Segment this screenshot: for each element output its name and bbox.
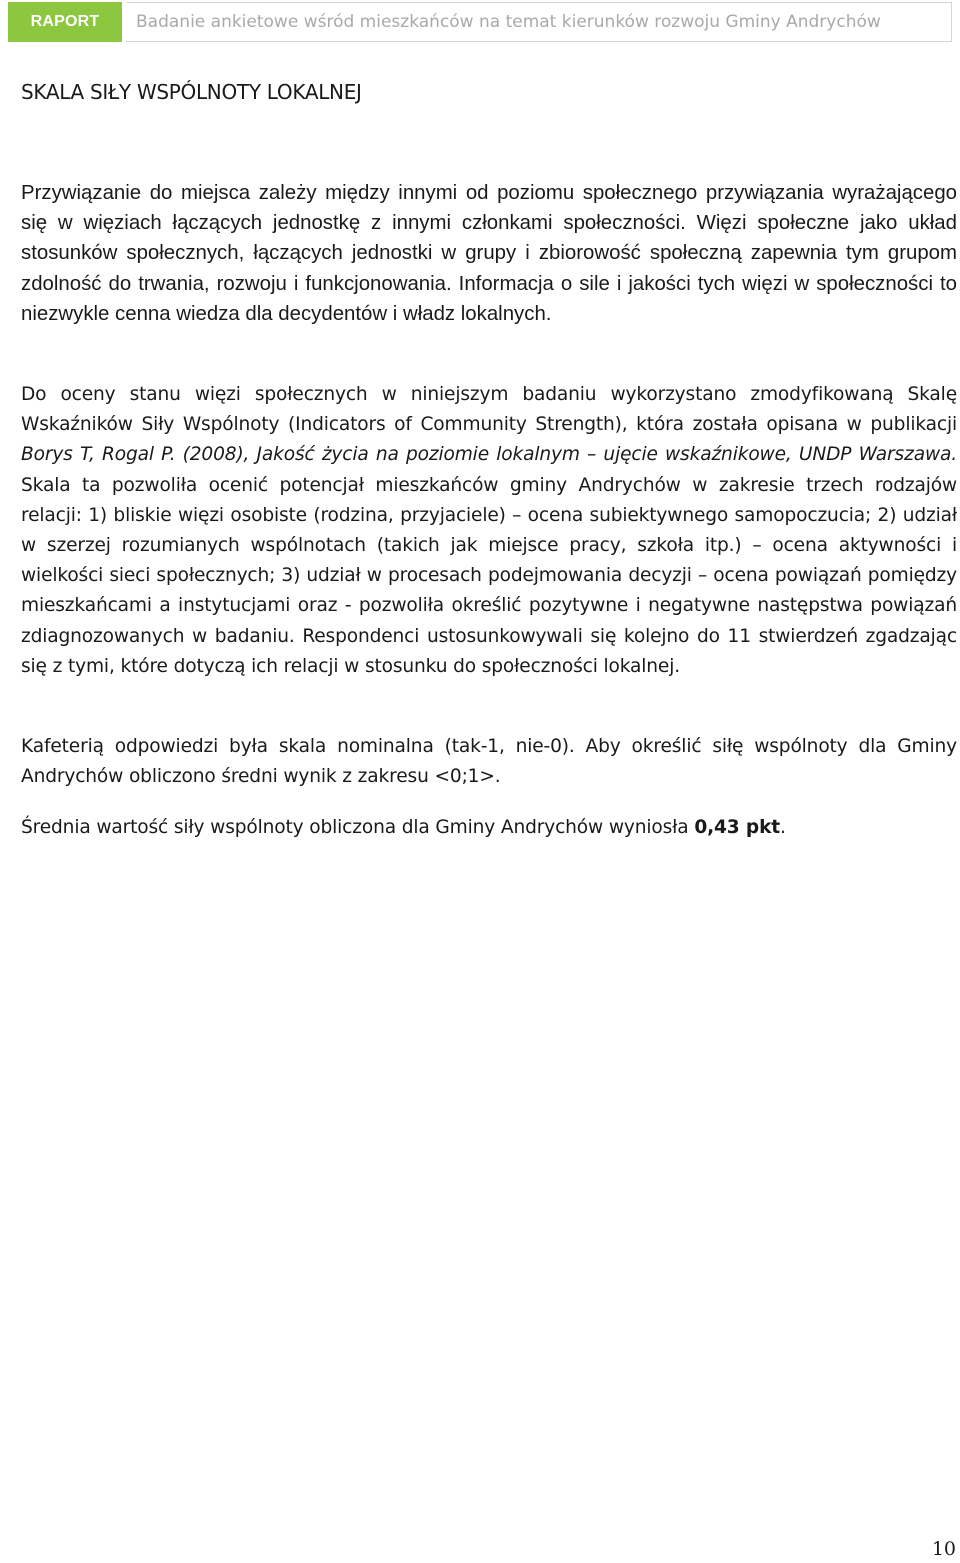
paragraph-method bbox=[21, 380, 957, 682]
paragraph-method-text-2: Skala ta pozwoliła ocenić potencjał mieszkańców gminy Andrychów w zakresie trzech rodzajów relacji: 1) bliskie więzi osobiste (rodzina, przyjaciele) – ocena subiektywnego samopoczucia; 2) udział w szerzej rozumianych wspólnotach (takich jak miejsce pracy, szkoła itp.) – ocena aktywności i wielkości sieci społecznych; 3) udział w procesach podejmowania decyzji – ocena powiązań pomiędzy mieszkańcami a instytucjami oraz - pozwoliła określić pozytywne i negatywne następstwa powiązań zdiagnozowanych w badaniu. Respondenci ustosunkowywali się kolejno do 11 stwierdzeń zgadzając się z tymi, które dotyczą ich relacji w stosunku do społeczności lokalnej. bbox=[21, 474, 957, 677]
report-badge: RAPORT bbox=[8, 2, 122, 42]
paragraph-intro: Przywiązanie do miejsca zależy między innymi od poziomu społecznego przywiązania wyrażającego się w więziach łączących jednostkę z innymi członkami społeczności. Więzi społeczne jako układ stosunków społecznych, łączących jednostki w grupy i zbiorowość społeczną zapewnia tym grupom zdolność do trwania, rozwoju i funkcjonowania. Informacja o sile i jakości tych więzi w społeczności to niezwykle cenna wiedza dla decydentów i władz lokalnych. bbox=[21, 182, 957, 325]
result-value: 0,43 pkt bbox=[694, 817, 781, 838]
paragraph-result-text: Średnia wartość siły wspólnoty obliczona dla Gminy Andrychów wyniosła bbox=[21, 817, 695, 838]
paragraph-result-end: . bbox=[780, 817, 786, 838]
paragraph-method-citation: Borys T, Rogal P. (2008), Jakość życia na poziomie lokalnym – ujęcie wskaźnikowe, UNDP Warszawa. bbox=[21, 444, 957, 466]
report-header bbox=[8, 2, 952, 42]
section-title: SKALA SIŁY WSPÓLNOTY LOKALNEJ bbox=[21, 80, 362, 104]
paragraph-scale: Kafeterią odpowiedzi była skala nominalna (tak-1, nie-0). Aby określić siłę wspólnoty dla Gminy Andrychów obliczono średni wynik z zakresu <0;1>. bbox=[21, 736, 957, 788]
paragraph-result bbox=[21, 813, 957, 843]
report-header-title: Badanie ankietowe wśród mieszkańców na temat kierunków rozwoju Gminy Andrychów bbox=[126, 2, 952, 42]
paragraph-method-text-1: Do oceny stanu więzi społecznych w niniejszym badaniu wykorzystano zmodyfikowaną Skalę Wskaźników Siły Wspólnoty (Indicators of Community Strength), która została opisana w publikacji bbox=[21, 384, 957, 436]
page-number: 10 bbox=[931, 1538, 956, 1560]
